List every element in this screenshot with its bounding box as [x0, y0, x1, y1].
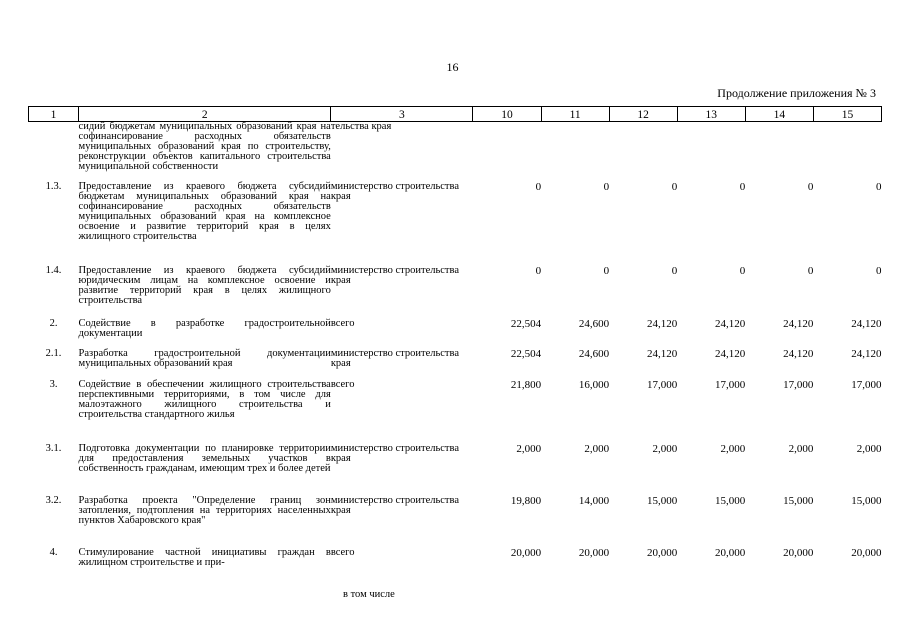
row-name: Стимулирование частной инициативы граждан в жилищном строительстве и при- — [78, 546, 331, 568]
row-value: 24,120 — [851, 347, 882, 360]
header-col-2: 2 — [79, 107, 331, 122]
row-value — [677, 122, 745, 182]
row-value: 21,800 — [510, 378, 542, 391]
row-number: 1.3. — [45, 180, 62, 192]
row-executor: министерство строительства края — [330, 347, 460, 369]
header-col-14: 14 — [745, 107, 813, 122]
row-name: Предоставление из краевого бюджета субсидий бюджетам муниципальных образований края на софинансирование расходных обязательств муниципальных образований края на комплексное освоение и развитие территорий края в целях жилищного строительства — [78, 180, 331, 242]
row-value: 20,000 — [578, 546, 610, 559]
row-value: 20,000 — [851, 546, 882, 559]
table-row — [29, 349, 882, 380]
table-row — [29, 380, 882, 444]
row-value: 2,000 — [516, 442, 542, 455]
row-number: 2. — [49, 317, 58, 329]
row-value: 17,000 — [646, 378, 678, 391]
row-value — [745, 122, 813, 182]
row-executor: всего — [330, 317, 355, 329]
table-row — [29, 496, 882, 548]
row-value: 24,120 — [783, 317, 814, 330]
row-number: 3.2. — [45, 494, 62, 506]
row-value: 2,000 — [584, 442, 610, 455]
row-value: 20,000 — [715, 546, 746, 559]
row-value: 0 — [876, 180, 882, 193]
header-col-12: 12 — [609, 107, 677, 122]
row-value: 20,000 — [510, 546, 542, 559]
row-value: 20,000 — [783, 546, 814, 559]
row-executor: министерство строительства края — [330, 442, 460, 464]
row-number: 3. — [49, 378, 58, 390]
row-value: 0 — [603, 264, 610, 277]
row-value: 24,120 — [715, 347, 746, 360]
row-executor: всего — [330, 378, 355, 390]
row-value: 24,600 — [578, 317, 610, 330]
continuation-label: Продолжение приложения № 3 — [717, 86, 876, 100]
row-value: 15,000 — [646, 494, 678, 507]
row-number: 4. — [49, 546, 58, 558]
row-value: 17,000 — [715, 378, 746, 391]
row-name: Содействие в разработке градостроительной документации — [78, 317, 331, 339]
row-value: 2,000 — [652, 442, 678, 455]
page-number: 16 — [446, 60, 459, 74]
row-executor: всего — [330, 546, 355, 558]
table-row — [29, 266, 882, 319]
row-value: 0 — [739, 264, 746, 277]
row-value: 17,000 — [783, 378, 814, 391]
row-value: 2,000 — [856, 442, 882, 455]
header-col-3: 3 — [331, 107, 473, 122]
row-value — [609, 122, 677, 182]
row-executor: министерство строительства края — [330, 494, 460, 516]
header-col-13: 13 — [677, 107, 745, 122]
table-row — [29, 444, 882, 496]
table-row — [29, 548, 882, 572]
header-col-11: 11 — [541, 107, 609, 122]
program-table — [28, 106, 882, 572]
row-value: 0 — [603, 180, 610, 193]
row-number — [29, 122, 79, 182]
header-col-10: 10 — [473, 107, 541, 122]
row-value: 0 — [807, 180, 814, 193]
header-row — [29, 107, 882, 122]
row-name: Предоставление из краевого бюджета субсидий юридическим лицам на комплексное освоение и развитие территорий края в целях жилищного строительства — [78, 264, 331, 306]
row-value: 2,000 — [788, 442, 814, 455]
sub-label: в том числе — [343, 589, 395, 600]
row-name: Разработка проекта "Определение границ зон затопления, подтопления на территориях населенных пунктов Хабаровского края" — [78, 494, 331, 526]
header-col-1: 1 — [29, 107, 79, 122]
row-value: 24,120 — [646, 317, 678, 330]
row-value: 17,000 — [851, 378, 882, 391]
row-value: 15,000 — [783, 494, 814, 507]
row-value: 0 — [671, 264, 678, 277]
row-name: Содействие в обеспечении жилищного строительства перспективными территориями, в том числе для малоэтажного жилищного строительства и строительства стандартного жилья — [78, 378, 331, 420]
row-executor: тельства края — [330, 121, 392, 132]
row-value: 24,120 — [783, 347, 814, 360]
table-row — [29, 182, 882, 266]
row-executor: министерство строительства края — [330, 180, 460, 202]
row-value: 0 — [739, 180, 746, 193]
row-value: 20,000 — [646, 546, 678, 559]
row-value: 14,000 — [578, 494, 610, 507]
row-value: 24,600 — [578, 347, 610, 360]
row-number: 2.1. — [45, 347, 62, 359]
row-value: 0 — [535, 264, 542, 277]
table-row — [29, 319, 882, 349]
row-value: 16,000 — [578, 378, 610, 391]
row-value — [813, 122, 881, 182]
row-value: 15,000 — [851, 494, 882, 507]
row-value: 0 — [535, 180, 542, 193]
row-value: 22,504 — [510, 347, 542, 360]
row-name: Подготовка документации по планировке территории для предоставления земельных участков в собственность гражданам, имеющим трех и более детей — [78, 442, 331, 474]
row-value: 2,000 — [720, 442, 746, 455]
row-number: 3.1. — [45, 442, 62, 454]
row-value: 24,120 — [715, 317, 746, 330]
row-name: сидий бюджетам муниципальных образований края на софинансирование расходных обязательств муниципальных образований края по строительству, реконструкции объектов капитального строительства муниципальной собственности — [78, 121, 331, 172]
table-row — [29, 122, 882, 182]
row-executor: министерство строительства края — [330, 264, 460, 286]
row-value — [473, 122, 541, 182]
row-value: 0 — [807, 264, 814, 277]
row-value: 24,120 — [851, 317, 882, 330]
row-value: 22,504 — [510, 317, 542, 330]
header-col-15: 15 — [813, 107, 881, 122]
row-value — [541, 122, 609, 182]
row-name: Разработка градостроительной документации муниципальных образований края — [78, 347, 331, 369]
row-value: 24,120 — [646, 347, 678, 360]
row-value: 15,000 — [715, 494, 746, 507]
row-value: 0 — [671, 180, 678, 193]
row-value: 19,800 — [510, 494, 542, 507]
row-value: 0 — [876, 264, 882, 277]
row-number: 1.4. — [45, 264, 62, 276]
